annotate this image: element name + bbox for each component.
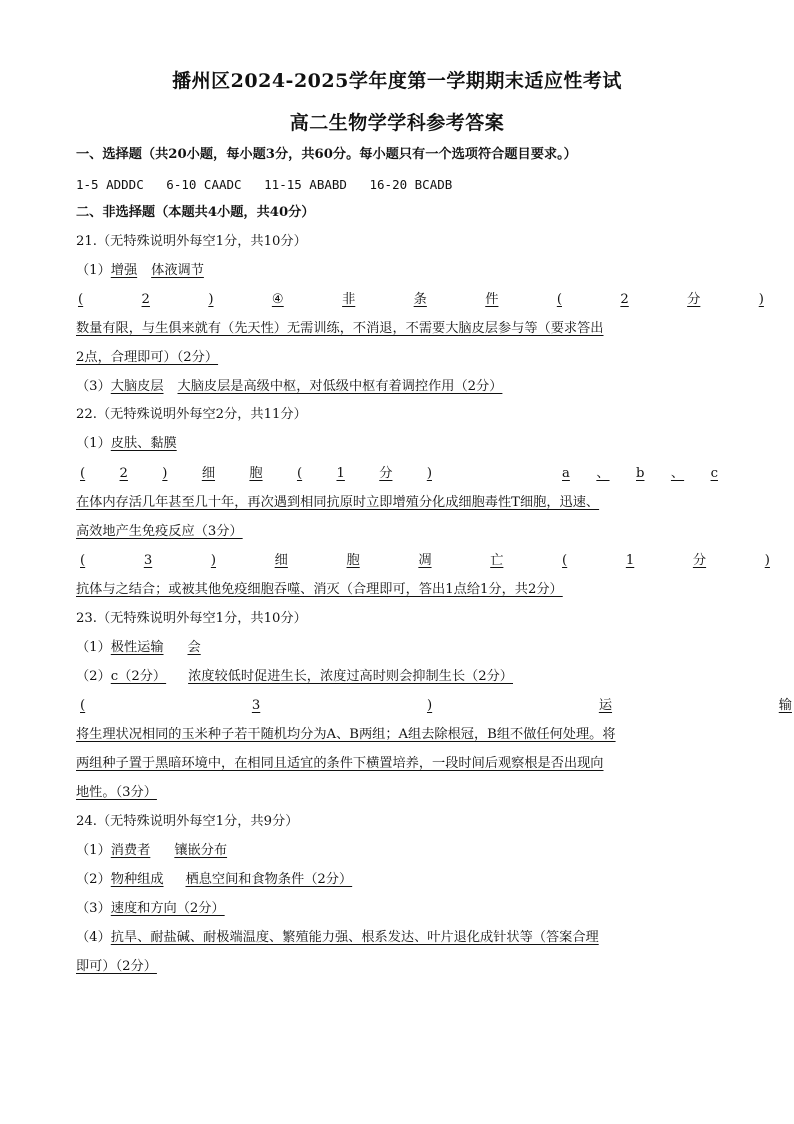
char: 胞 — [249, 466, 263, 481]
q22-part2-left — [80, 464, 432, 484]
q24-header: 24.（无特殊说明外每空1分，共9分） — [76, 814, 299, 829]
answer: c（2分） — [110, 669, 167, 684]
answer: 会 — [187, 640, 201, 655]
char: 、 — [596, 466, 610, 481]
answer: 物种组成 — [110, 872, 164, 887]
q21-part3 — [76, 377, 502, 397]
answer: 浓度较低时促进生长，浓度过高时则会抑制生长（2分） — [188, 669, 513, 684]
char: ( — [296, 466, 303, 481]
char: 2 — [141, 292, 150, 307]
char: 件 — [485, 292, 499, 307]
char: 1 — [625, 553, 635, 568]
char: ( — [78, 292, 84, 307]
char: ④ — [271, 292, 284, 307]
q23-part3-cont1: 将生理状况相同的玉米种子若干随机均分为A、B两组；A组去除根冠，B组不做任何处理。将 — [76, 727, 616, 742]
char: ( — [80, 553, 86, 568]
part-number: （2） — [76, 872, 111, 887]
q23-part3-justified — [80, 696, 792, 716]
part-number: （1） — [76, 640, 111, 655]
part-number: （3） — [76, 901, 111, 916]
q21-part2-cont1: 数量有限，与生俱来就有（先天性）无需训练，不消退，不需要大脑皮层参与等（要求答出 — [76, 321, 604, 336]
char: ) — [426, 698, 433, 713]
char: c — [710, 466, 718, 481]
char: ( — [556, 292, 562, 307]
part-number: （3） — [76, 379, 111, 394]
char: ( — [80, 466, 86, 481]
section1-heading: 一、选择题（共20小题，每小题3分，共60分。每小题只有一个选项符合题目要求。） — [76, 147, 577, 162]
char: 1 — [336, 466, 345, 481]
q22-part3-justified — [80, 551, 770, 571]
part-number: （1） — [76, 263, 111, 278]
part-number: （4） — [76, 930, 111, 945]
char: ) — [208, 292, 214, 307]
answer: 抗旱、耐盐碱、耐极端温度、繁殖能力强、根系发达、叶片退化成针状等（答案合理 — [110, 930, 599, 945]
char: ) — [426, 466, 432, 481]
char: 3 — [143, 553, 153, 568]
char: 、 — [670, 466, 685, 481]
part-number: （1） — [76, 843, 111, 858]
char: 分 — [692, 553, 707, 568]
q24-part3 — [76, 899, 225, 919]
answer: 增强 — [110, 263, 138, 278]
q24-part4 — [76, 928, 599, 948]
char: 细 — [274, 553, 288, 568]
q22-header: 22.（无特殊说明外每空2分，共11分） — [76, 407, 307, 422]
char: 细 — [201, 466, 216, 481]
char: 亡 — [490, 553, 504, 568]
section2-heading: 二、非选择题（本题共4小题，共40分） — [76, 205, 315, 220]
char: 非 — [342, 292, 356, 307]
char: 2 — [620, 292, 629, 307]
char: 输 — [778, 698, 792, 713]
answer-key-subtitle: 高二生物学学科参考答案 — [289, 112, 505, 134]
q22-part1 — [76, 434, 177, 454]
q23-part2 — [76, 667, 513, 687]
char: 分 — [687, 292, 701, 307]
answer: 镶嵌分布 — [174, 843, 228, 858]
q24-part1 — [76, 841, 227, 861]
char: ( — [80, 698, 86, 713]
q21-header: 21.（无特殊说明外每空1分，共10分） — [76, 234, 307, 249]
char: a — [562, 466, 570, 481]
answer: 体液调节 — [151, 263, 204, 278]
q21-part2-justified — [78, 290, 764, 310]
char: b — [636, 466, 645, 481]
char: 分 — [379, 466, 393, 481]
q22-part2-cont2: 高效地产生免疫反应（3分） — [76, 524, 243, 539]
char: ) — [764, 553, 770, 568]
q24-part2 — [76, 870, 352, 890]
q22-part2-right — [562, 464, 718, 484]
q23-part3-cont3: 地性。（3分） — [76, 785, 157, 800]
exam-title: 播州区2024-2025学年度第一学期期末适应性考试 — [172, 70, 622, 92]
char: ) — [758, 292, 764, 307]
answer: 皮肤、黏膜 — [110, 436, 177, 451]
q22-part2-cont1: 在体内存活几年甚至几十年，再次遇到相同抗原时立即增殖分化成细胞毒性T细胞，迅速、 — [76, 495, 600, 510]
char: 胞 — [346, 553, 360, 568]
char: 运 — [598, 698, 613, 713]
q23-part3-cont2: 两组种子置于黑暗环境中，在相同且适宜的条件下横置培养，一段时间后观察根是否出现向 — [76, 756, 604, 771]
char: 3 — [251, 698, 261, 713]
answer: 大脑皮层是高级中枢，对低级中枢有着调控作用（2分） — [177, 379, 503, 394]
q23-header: 23.（无特殊说明外每空1分，共10分） — [76, 611, 307, 626]
answer: 栖息空间和食物条件（2分） — [185, 872, 353, 887]
q21-part1 — [76, 261, 204, 281]
part-number: （2） — [76, 669, 111, 684]
char: ( — [562, 553, 568, 568]
q21-part2-cont2: 2点，合理即可）（2分） — [76, 350, 219, 365]
char: ) — [162, 466, 168, 481]
q22-part3-cont: 抗体与之结合；或被其他免疫细胞吞噬、消灭（合理即可，答出1点给1分，共2分） — [76, 582, 563, 597]
answer: 极性运输 — [110, 640, 164, 655]
answer: 大脑皮层 — [110, 379, 164, 394]
char: 2 — [119, 466, 128, 481]
char: 凋 — [418, 553, 432, 568]
char: 条 — [413, 292, 427, 307]
part-number: （1） — [76, 436, 111, 451]
multiple-choice-answers: 1-5 ADDDC 6-10 CAADC 11-15 ABABD 16-20 BCADB — [76, 177, 453, 192]
q24-part4-cont: 即可）（2分） — [76, 959, 157, 974]
answer: 速度和方向（2分） — [110, 901, 225, 916]
answer: 消费者 — [110, 843, 151, 858]
char: ) — [210, 553, 217, 568]
q23-part1 — [76, 638, 201, 658]
